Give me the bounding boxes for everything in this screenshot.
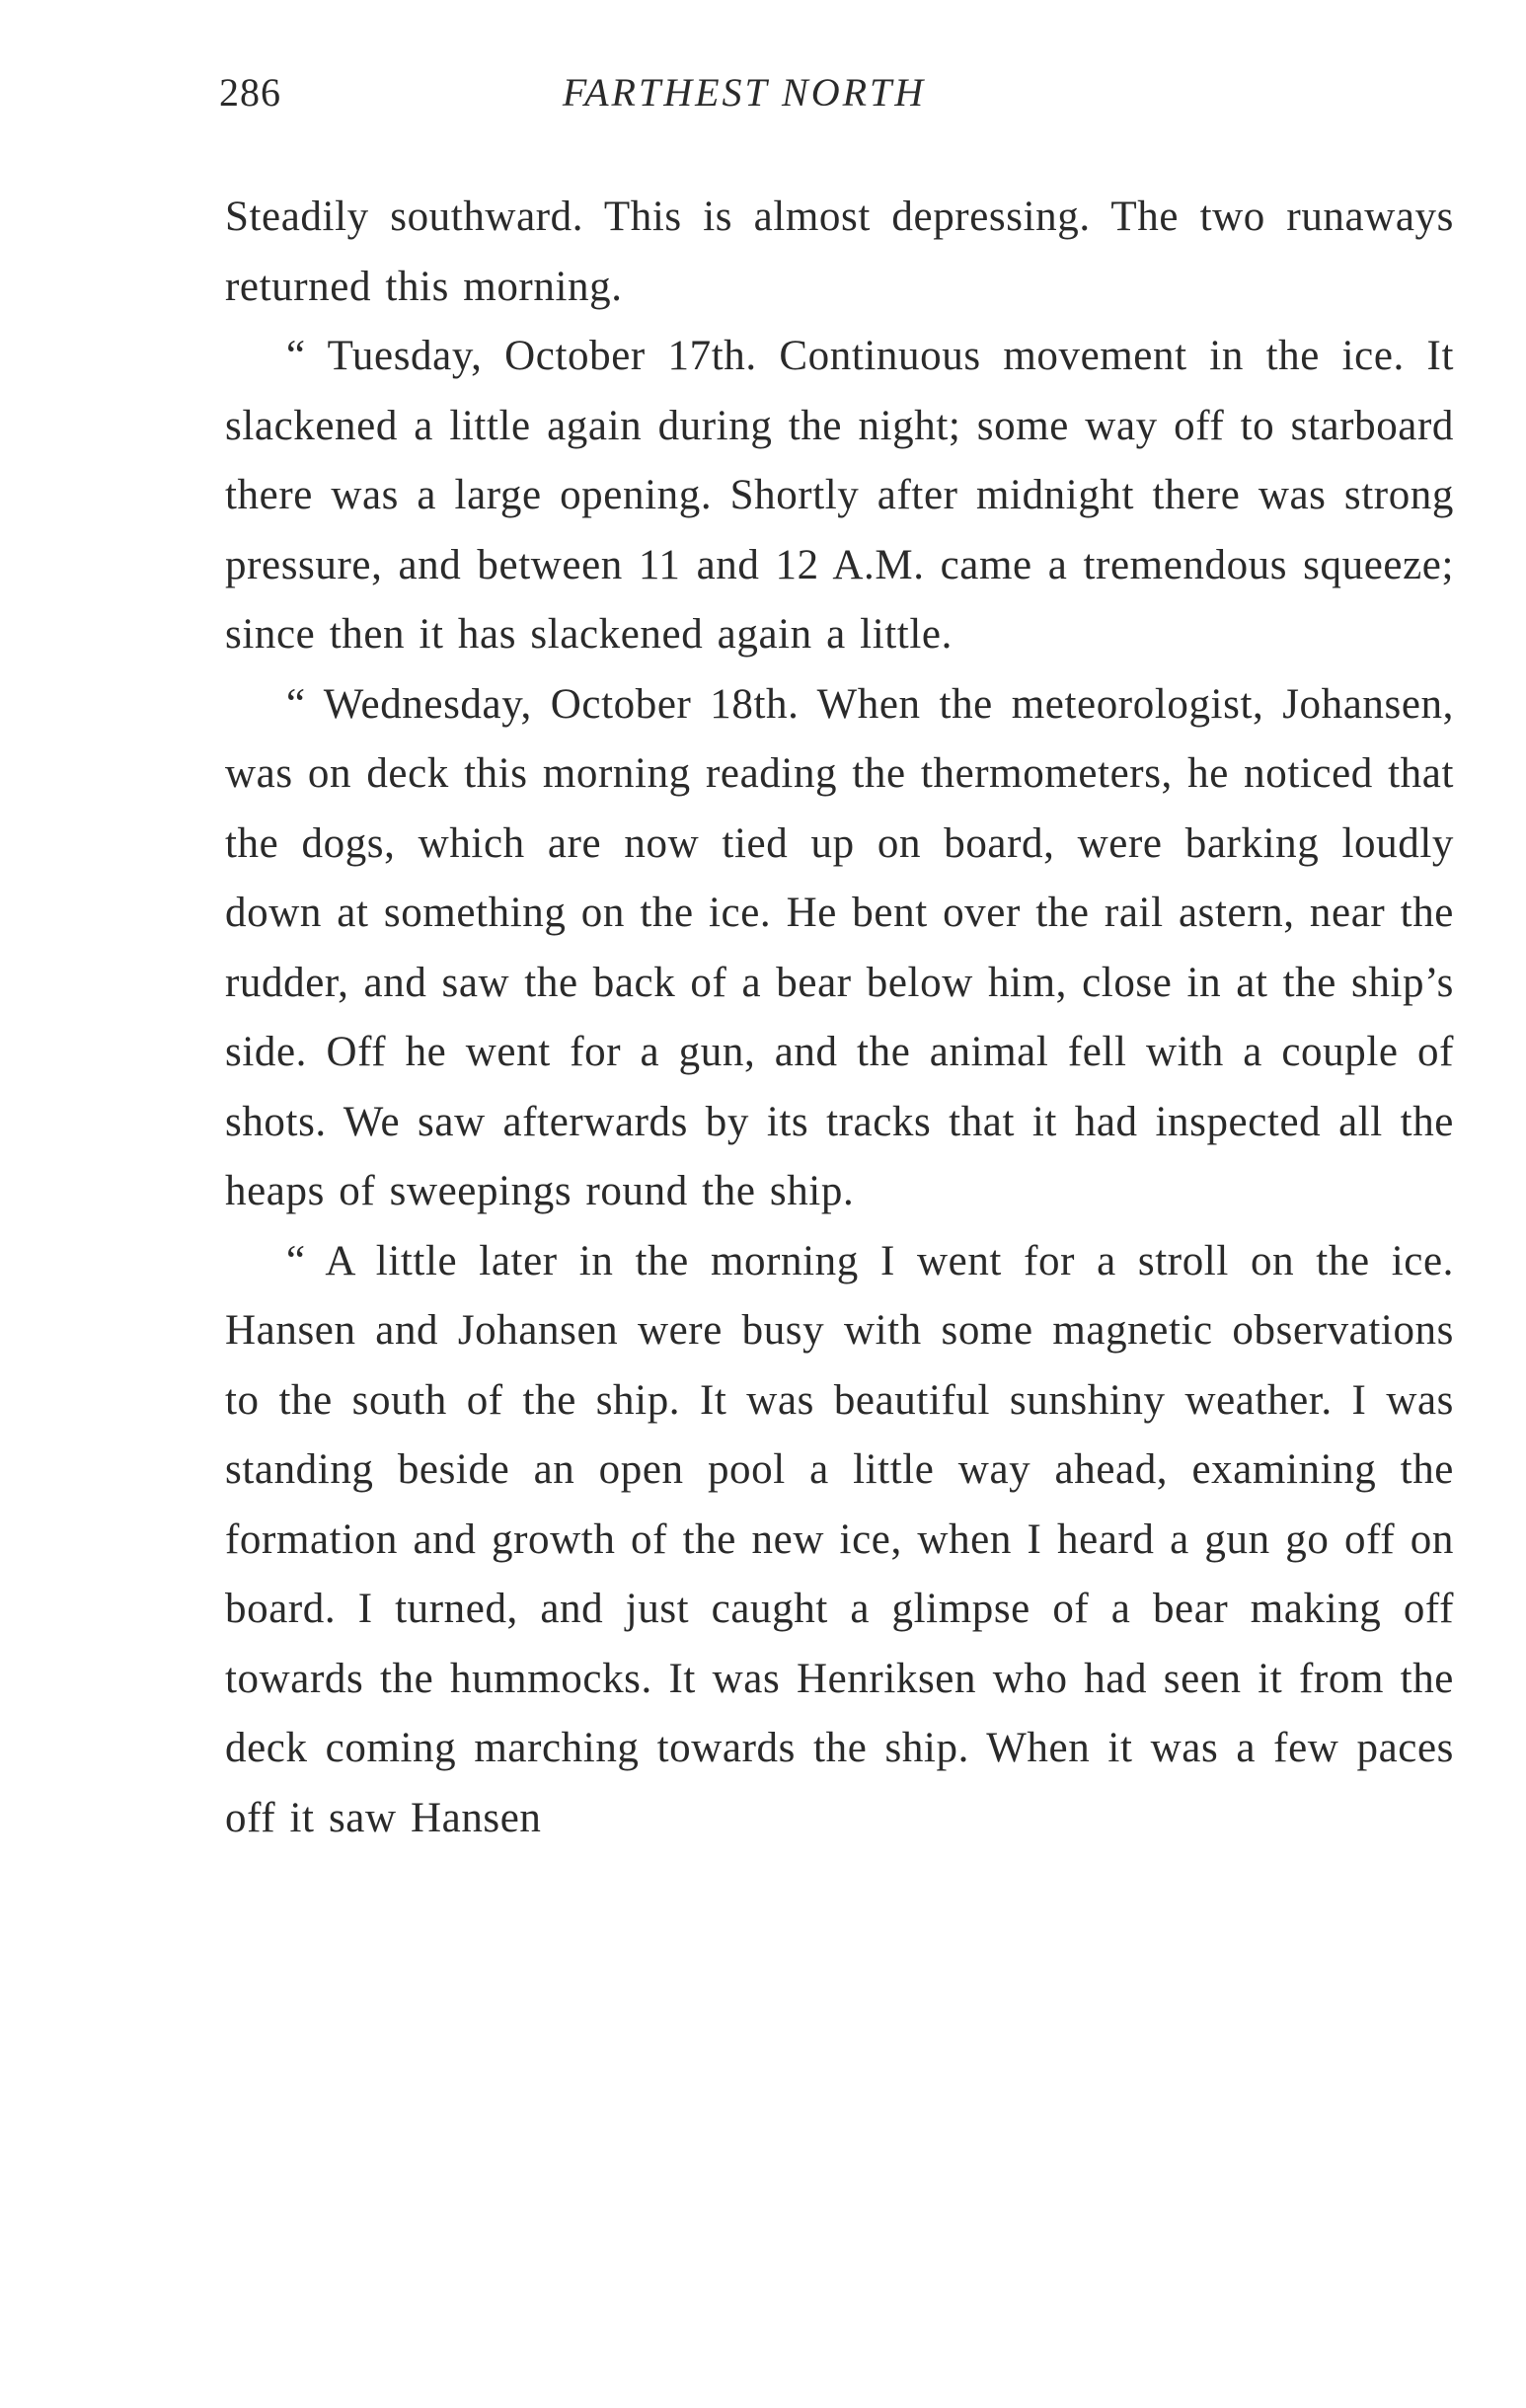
- paragraph: “ Tuesday, October 17th. Continuous movement in the ice. It slackened a little again during the night; some way off to starboard there was a large opening. Shortly after midnight there was strong pressure, and between 11 and 12 A.M. came a tremendous squeeze; since then it has slackened again a little.: [225, 333, 1454, 658]
- page-number: 286: [219, 70, 281, 115]
- page-header: [219, 69, 1457, 128]
- paragraph: “ A little later in the morning I went for a stroll on the ice. Hansen and Johansen were busy with some magnetic observations to the south of the ship. It was beautiful sunshiny weather. I was standing beside an open pool a little way ahead, examining the formation and growth of the new ice, when I heard a gun go off on board. I turned, and just caught a glimpse of a bear making off towards the hummocks. It was Henriksen who had seen it from the deck coming marching towards the ship. When it was a few paces off it saw Hansen: [225, 1237, 1454, 1841]
- paragraph: Steadily southward. This is almost depressing. The two runaways returned this morning.: [225, 194, 1454, 310]
- running-title: FARTHEST NORTH: [562, 70, 927, 115]
- paragraph: “ Wednesday, October 18th. When the meteorologist, Johansen, was on deck this morning reading the thermometers, he noticed that the dogs, which are now tied up on board, were barking loudly down at something on the ice. He bent over the rail astern, near the rudder, and saw the back of a bear below him, close in at the ship’s side. Off he went for a gun, and the animal fell with a couple of shots. We saw afterwards by its tracks that it had inspected all the heaps of sweepings round the ship.: [225, 680, 1454, 1214]
- body-text: [225, 183, 1454, 1853]
